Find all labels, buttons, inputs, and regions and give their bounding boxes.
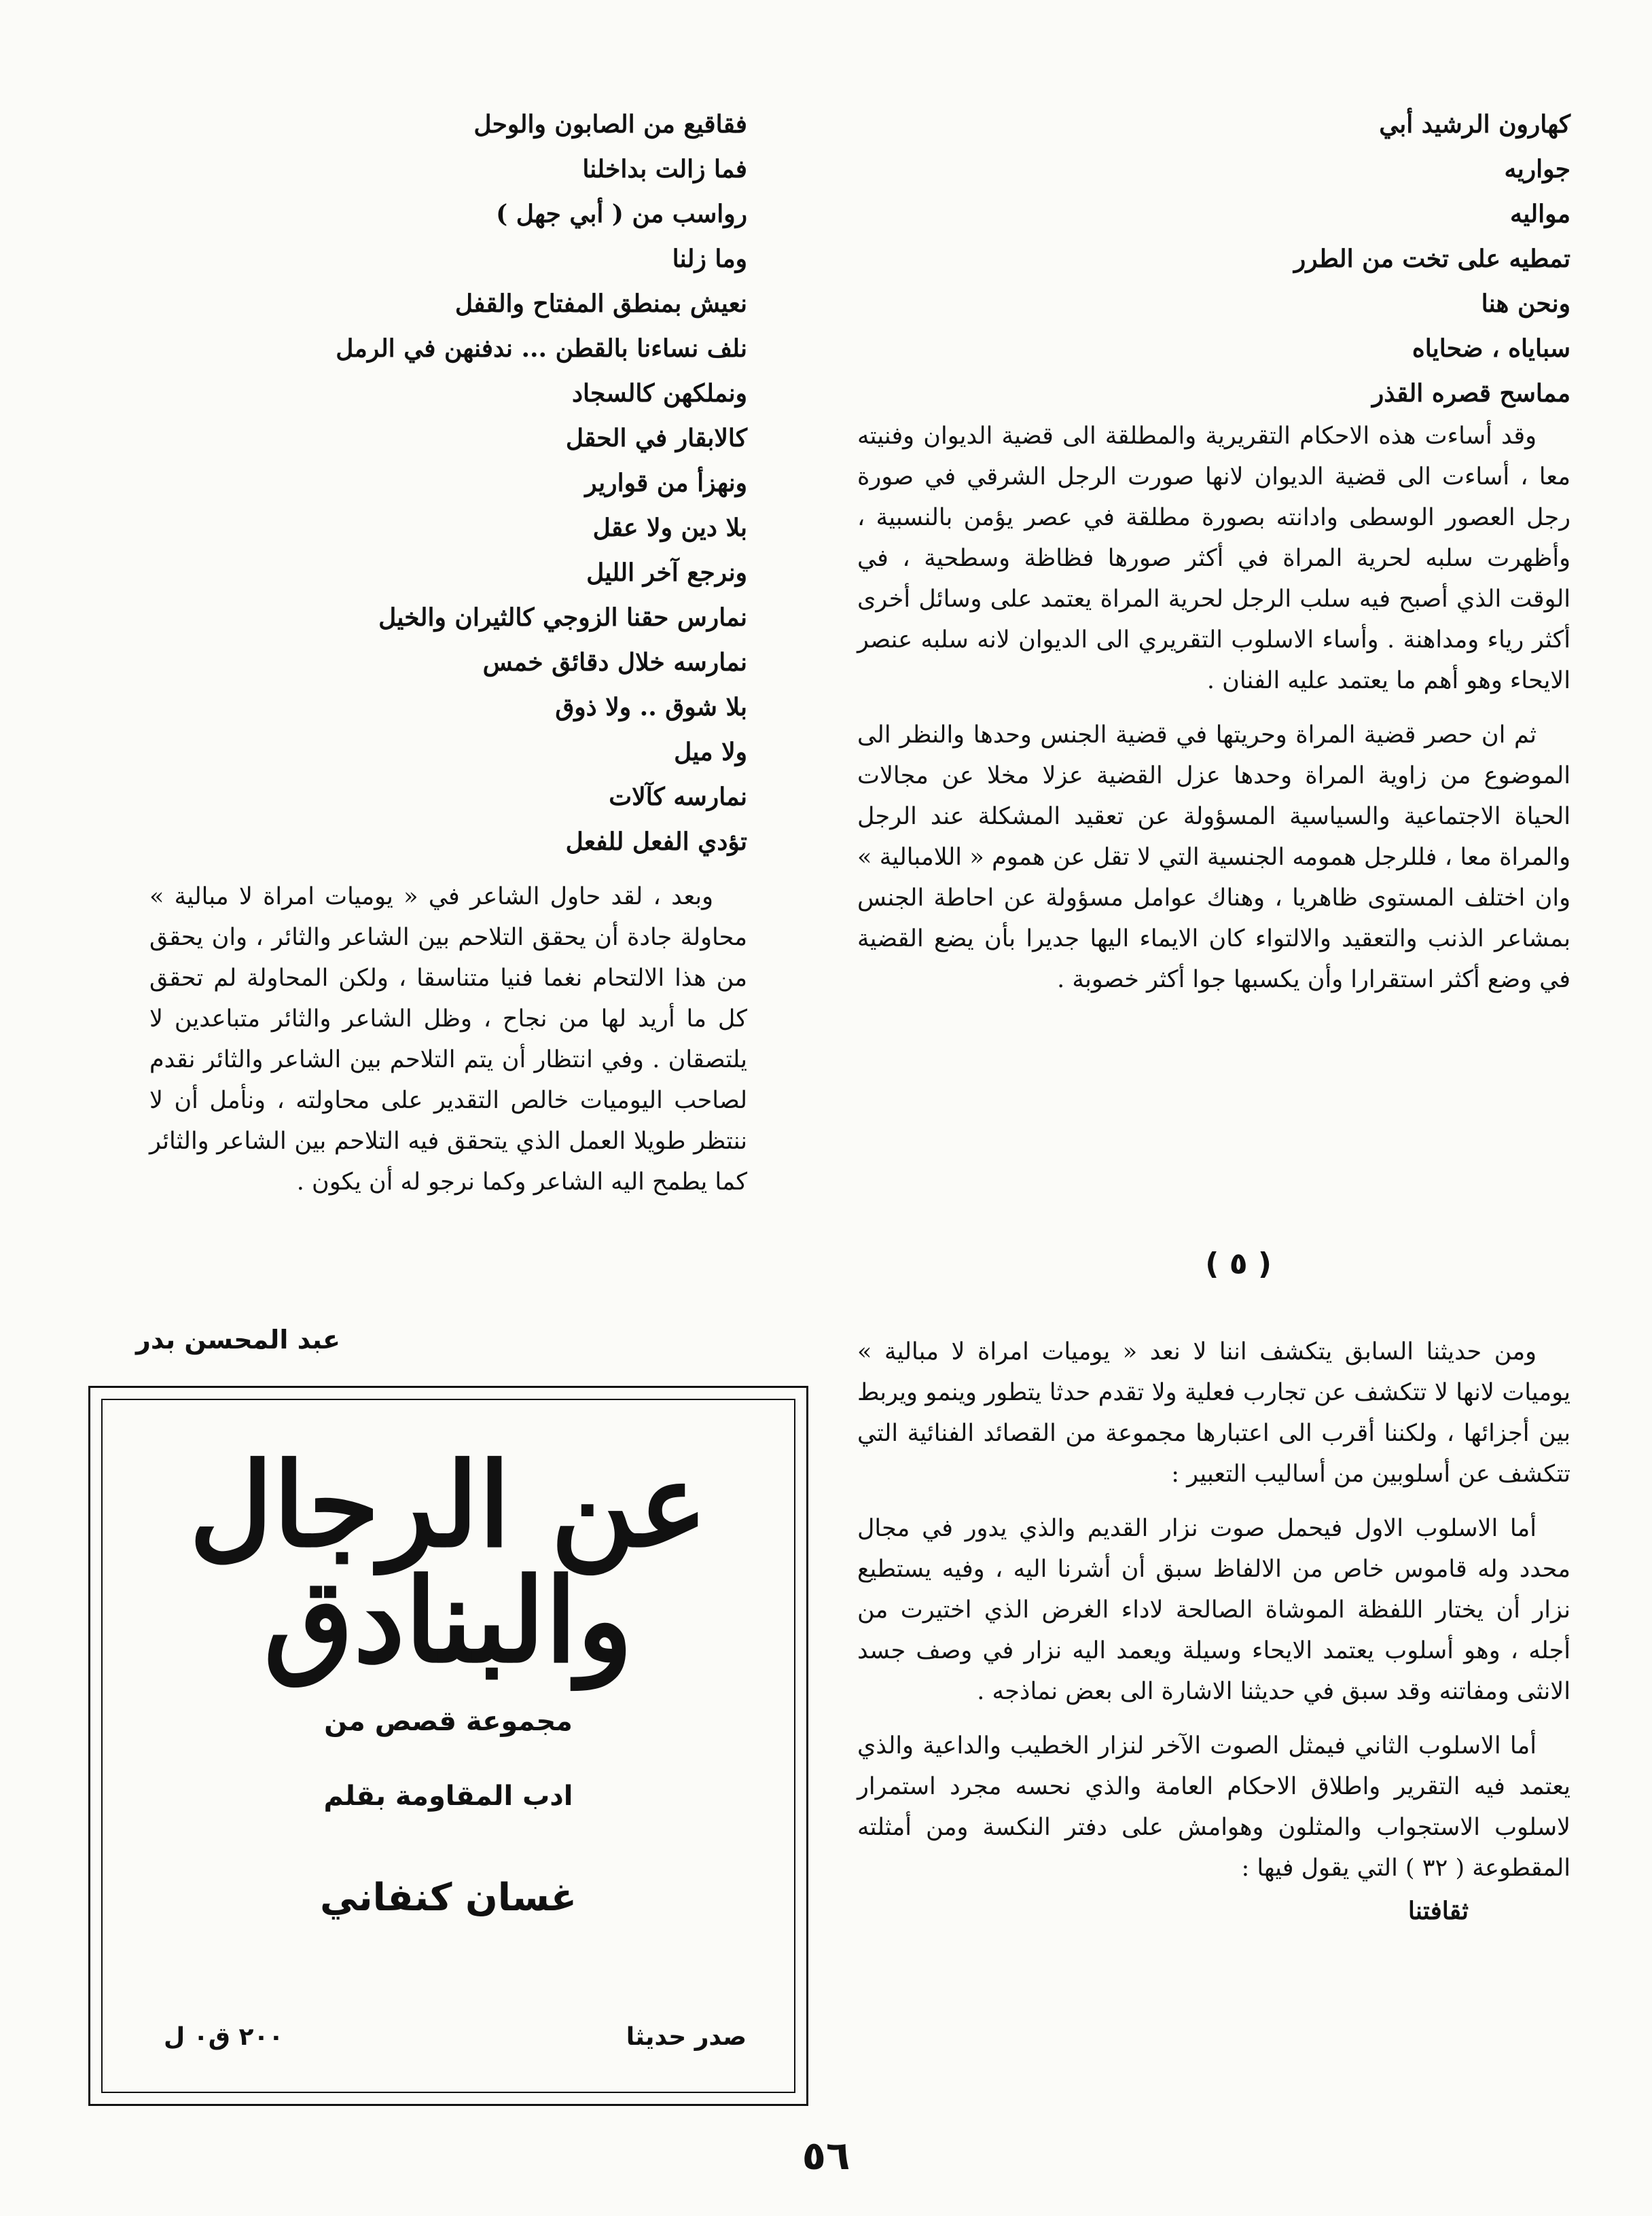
paragraph: ومن حديثنا السابق يتكشف اننا لا نعد « يوميات امراة لا مبالية » يوميات لانها لا تتكشف عن تجارب فعلية ولا تقدم حدثا يتطور وينمو ويربط بين أجزائها ، ولكننا أقرب الى اعتبارها مجموعة من القصائد الفنائية التي تتكشف عن أسلوبين من أساليب التعبير :	[857, 1338, 1570, 1488]
paragraph: وبعد ، لقد حاول الشاعر في « يوميات امراة لا مبالية » محاولة جادة أن يحقق التلاحم بين الشاعر والثائر ، وان يحقق من هذا الالتحام نغما فنيا متناسقا ، ولكن المحاولة لم تحقق كل ما أريد لها من نجاح ، وظل الشاعر والثائر متباعدين لا يلتصقان . وفي انتظار أن يتم التلاحم بين الشاعر والثائر نقدم لصاحب اليوميات خالص التقدير على محاولته ، ونأمل أن لا ننتظر طويلا العمل الذي يتحقق فيه التلاحم بين الشاعر والثائر كما يطمح اليه الشاعر وكما نرجو له أن يكون .	[149, 883, 747, 1196]
verse-line: ولا ميل	[674, 738, 747, 766]
verse-line: فما زالت بداخلنا	[582, 155, 747, 183]
verse-line: مواليه	[1509, 200, 1570, 228]
verse-line: تؤدي الفعل للفعل	[565, 827, 747, 856]
paragraph: وقد أساءت هذه الاحكام التقريرية والمطلقة الى قضية الديوان وفنيته معا ، أساءت الى قضية الديوان لانها صورت الرجل الشرقي في صورة رجل العصور الوسطى وادانته بصورة مطلقة في عصر يؤمن بالنسبية ، وأظهرت سلبه لحرية المراة في أكثر صورها فظاظة وسطحية ، في الوقت الذي أصبح فيه سلب الرجل لحرية المراة يعتمد على وسائل أخرى أكثر رياء ومداهنة . وأساء الاسلوب التقريري الى الديوان لانه سلبه عنصر الايحاء وهو أهم ما يعتمد عليه الفنان .	[857, 423, 1570, 694]
book-author: غسان كنفاني	[320, 1876, 577, 1920]
verse-line: فقاقيع من الصابون والوحل	[473, 110, 747, 139]
book-subtitle: مجموعة قصص من	[324, 1706, 573, 1737]
book-subtitle: ادب المقاومة بقلم	[323, 1781, 573, 1812]
verse-line: ونرجع آخر الليل	[586, 558, 747, 587]
verse-line: ثقافتنا	[1407, 1897, 1469, 1925]
section-number: ( ٥ )	[1205, 1247, 1272, 1281]
book-price: ٢٠٠ ق٠ ل	[164, 2023, 284, 2051]
verse-line: تمطيه على تخت من الطرر	[1293, 245, 1570, 273]
verse-line: سباياه ، ضحاياه	[1412, 334, 1570, 363]
book-advertisement	[88, 1386, 808, 2106]
verse-line: نمارسه خلال دقائق خمس	[482, 648, 747, 677]
verse-line: نلف نساءنا بالقطن ... ندفنهن في الرمل	[336, 334, 747, 363]
verse-line: ونهزأ من قوارير	[585, 469, 747, 497]
poem-excerpt-left	[149, 102, 747, 864]
article-author: عبد المحسن بدر	[136, 1325, 340, 1355]
page-number: ٥٦	[802, 2132, 850, 2179]
verse-line: كالابقار في الحقل	[565, 424, 747, 452]
verse-line: جواريه	[1504, 155, 1570, 183]
verse-line: نمارسه كآلات	[609, 783, 747, 811]
poem-excerpt-lower	[857, 1889, 1570, 1933]
verse-line: رواسب من ( أبي جهل )	[496, 200, 747, 228]
verse-line: بلا شوق .. ولا ذوق	[555, 693, 747, 721]
advertisement-frame	[101, 1399, 795, 2093]
right-column-lower	[857, 1332, 1570, 1933]
paragraph: أما الاسلوب الاول فيحمل صوت نزار القديم والذي يدور في مجال محدد وله قاموس خاص من الالفاظ سبق أن أشرنا اليه ، وفيه يستطيع نزار أن يختار اللفظة الموشاة الصالحة لاداء الغرض الذي اختيرت من أجله ، وهو أسلوب يعتمد الايحاء وسيلة ويعمد اليه نزار في وصف جسد الانثى ومفاتنه وقد سبق في حديثنا الاشارة الى بعض نماذجه .	[857, 1515, 1570, 1705]
verse-line: نمارس حقنا الزوجي كالثيران والخيل	[378, 603, 747, 632]
verse-line: كهارون الرشيد أبي	[1379, 110, 1570, 139]
poem-excerpt-right	[857, 102, 1570, 416]
paragraph: ثم ان حصر قضية المراة وحريتها في قضية الجنس وحدها والنظر الى الموضوع من زاوية المراة وحدها عزل القضية عزلا مخلا عن مجالات الحياة الاجتماعية والسياسية المسؤولة عن تعقيد المشكلة عند الرجل والمراة معا ، فللرجل همومه الجنسية التي لا تقل عن هموم « اللامبالية » وان اختلف المستوى ظاهريا ، وهناك عوامل مسؤولة عن احاطة الجنس بمشاعر الذنب والتعقيد والالتواء كان الايماء اليها جديرا بأن يضع القضية في وضع أكثر استقرارا وأن يكسبها جوا أكثر خصوبة .	[857, 721, 1570, 993]
verse-line: مماسح قصره القذر	[1371, 379, 1570, 408]
verse-line: نعيش بمنطق المفتاح والقفل	[454, 289, 747, 318]
verse-line: ونحن هنا	[1481, 289, 1570, 318]
book-title: عن الرجال والبنادق	[189, 1437, 708, 1689]
publication-notice: صدر حديثا	[626, 2023, 747, 2051]
right-column	[857, 102, 1570, 1000]
verse-line: وما زلنا	[672, 245, 747, 273]
left-column	[149, 102, 747, 1202]
verse-line: ونملكهن كالسجاد	[572, 379, 747, 408]
paragraph: أما الاسلوب الثاني فيمثل الصوت الآخر لنزار الخطيب والداعية والذي يعتمد فيه التقرير واطلاق الاحكام العامة والذي نحسه مجرد استمرار لاسلوب الاستجواب والمثلون وهوامش على دفتر النكسة ومن أمثلته المقطوعة ( ٣٢ ) التي يقول فيها :	[857, 1732, 1570, 1882]
verse-line: بلا دين ولا عقل	[592, 514, 747, 542]
